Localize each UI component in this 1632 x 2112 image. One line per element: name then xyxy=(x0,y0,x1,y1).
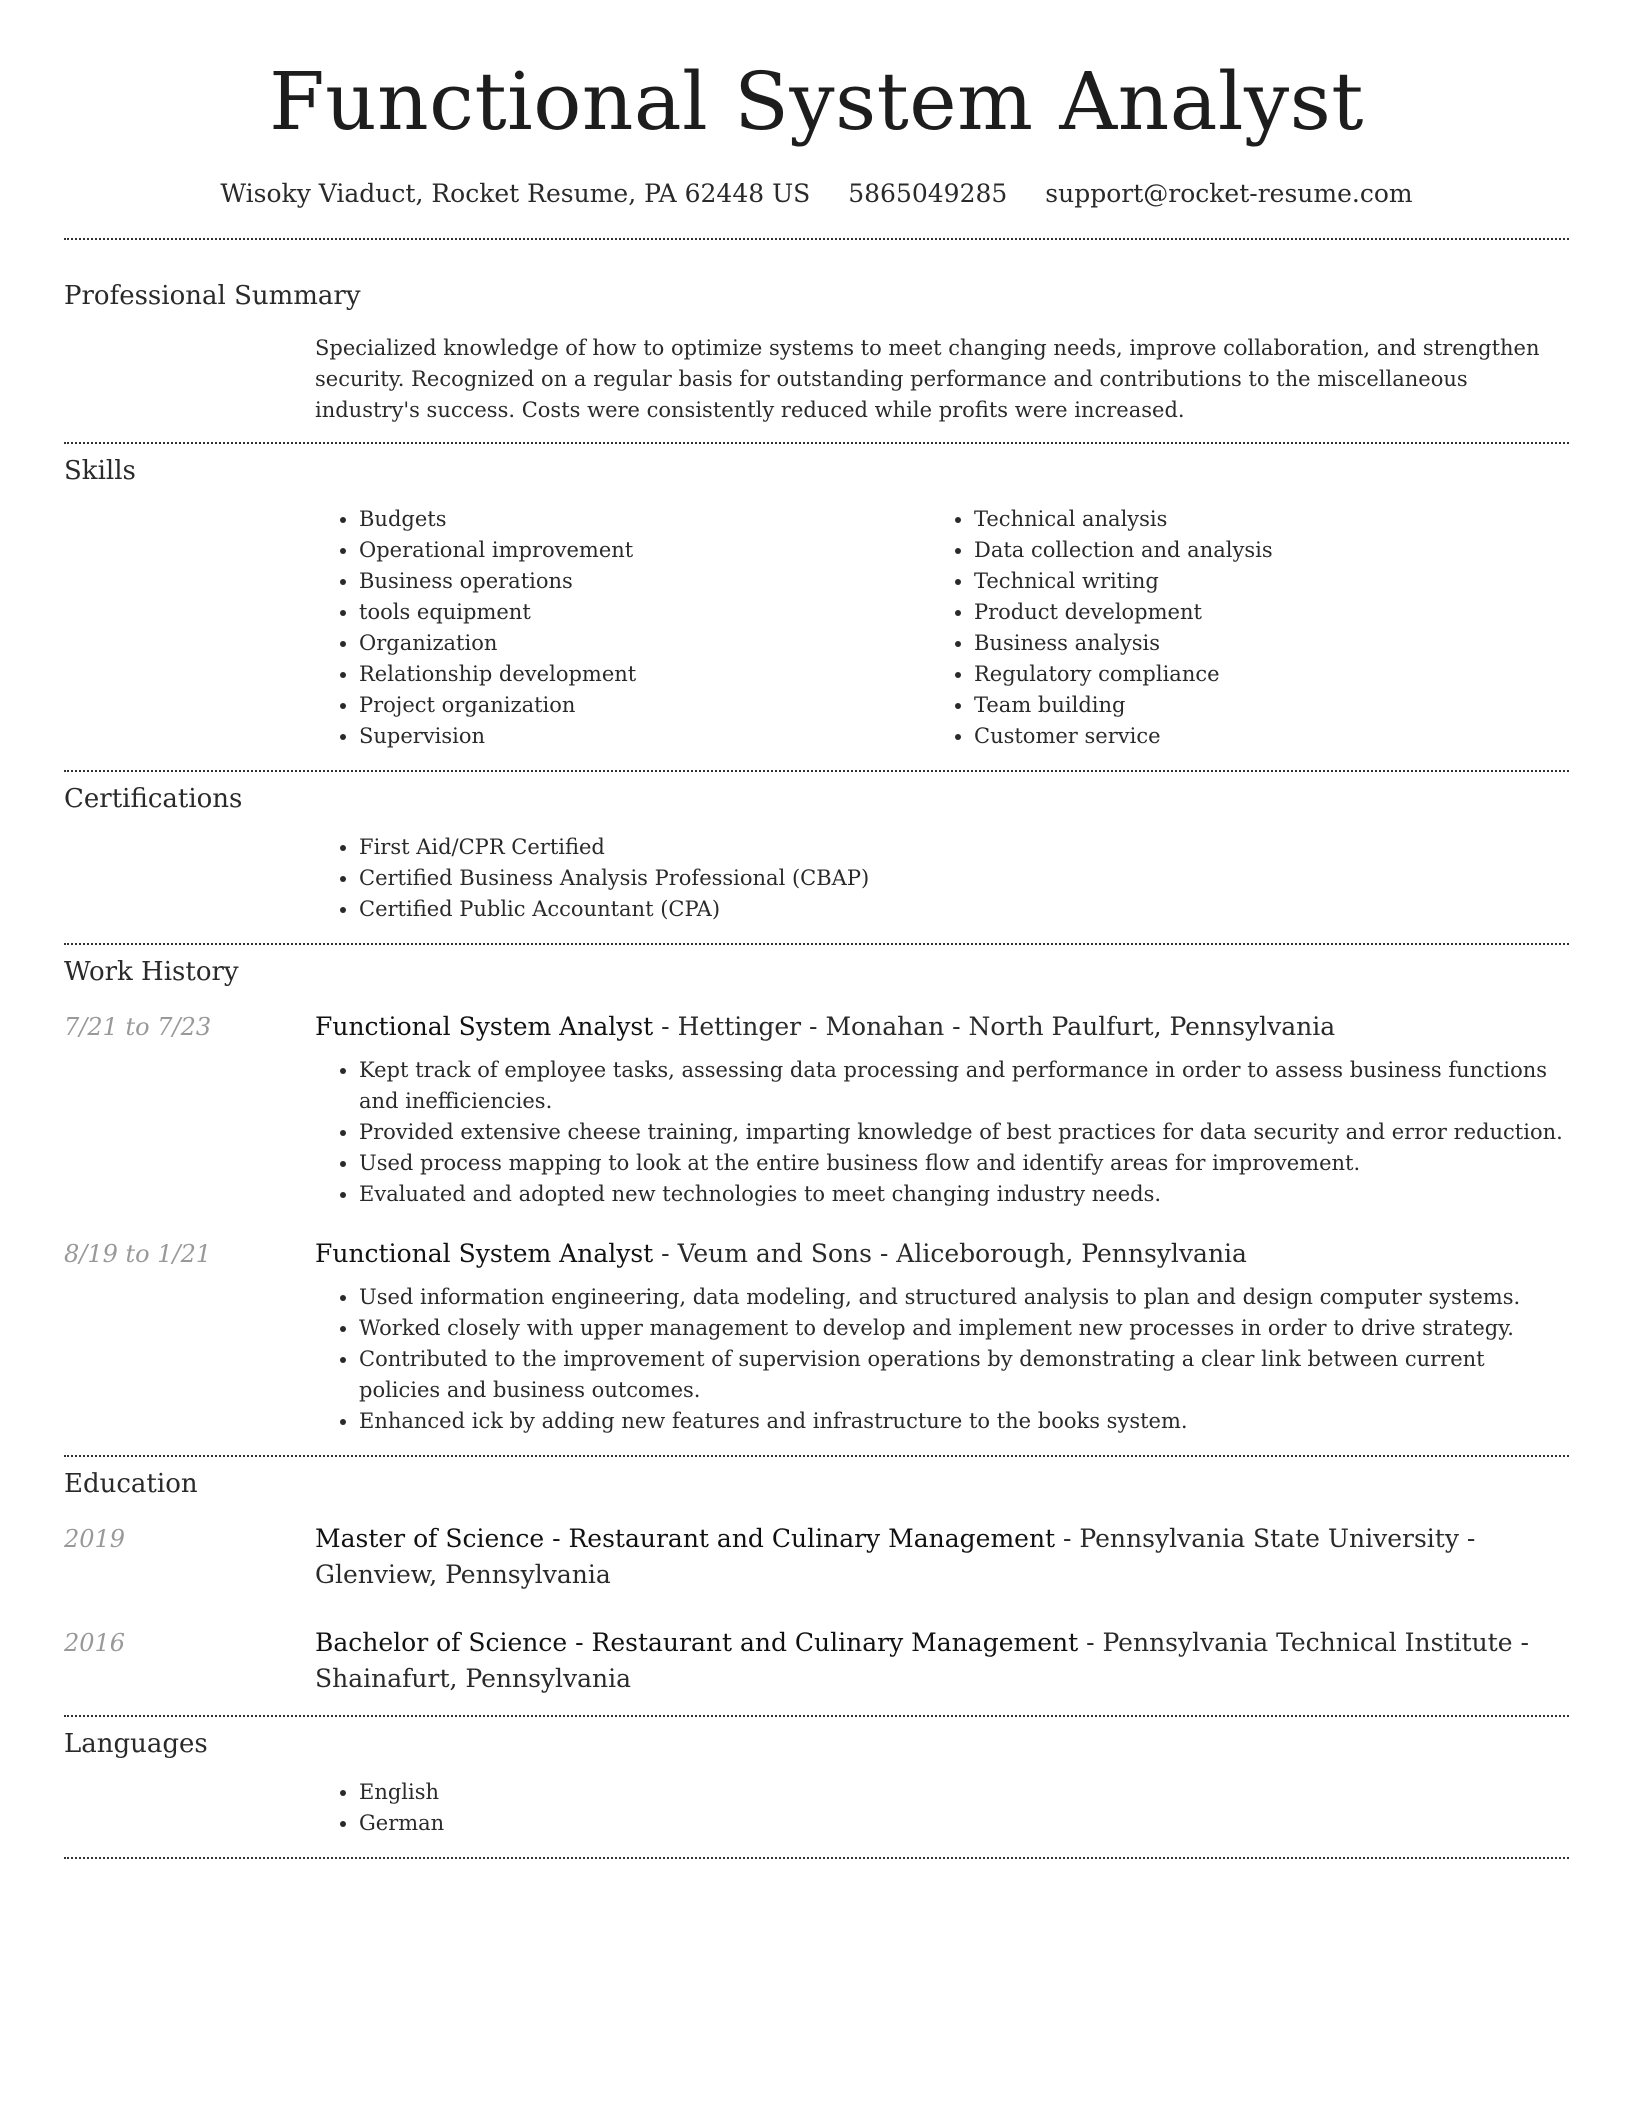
job-bullet: • Contributed to the improvement of supervision operations by demonstrating a clear link between current policies and business outcomes. xyxy=(359,1344,1569,1406)
job-employer: - Hettinger - Monahan - North Paulfurt, Pennsylvania xyxy=(653,1012,1336,1041)
skills-columns xyxy=(315,504,1569,752)
section-title-languages: Languages xyxy=(64,1729,208,1759)
contact-line xyxy=(64,178,1569,210)
divider xyxy=(64,1715,1569,1717)
divider xyxy=(64,770,1569,772)
language-item: • German xyxy=(359,1808,1569,1839)
skill-item: • Business analysis xyxy=(974,628,1545,659)
skill-item: • Data collection and analysis xyxy=(974,535,1545,566)
education-year: 2019 xyxy=(64,1525,126,1553)
job-bullet: • Enhanced ick by adding new features and infrastructure to the books system. xyxy=(359,1406,1569,1437)
skills-list-left xyxy=(315,504,930,752)
job-heading xyxy=(315,1236,1569,1272)
education-heading xyxy=(315,1625,1569,1697)
job-heading xyxy=(315,1009,1569,1045)
summary-text: Specialized knowledge of how to optimize systems to meet changing needs, improve collaboration, and strengthen security. Recognized on a regular basis for outstanding performance and contributions to the miscellaneous industry's success. Costs were consistently reduced while profits were increased. xyxy=(315,336,1540,422)
job-dates: 7/21 to 7/23 xyxy=(64,1013,212,1041)
section-title-certifications: Certifications xyxy=(64,784,243,814)
skill-item: • Relationship development xyxy=(359,659,930,690)
skill-item: • Regulatory compliance xyxy=(974,659,1545,690)
job-entry xyxy=(64,1236,1569,1437)
summary-section xyxy=(64,279,1569,426)
section-title-summary: Professional Summary xyxy=(64,281,361,311)
certification-item: • Certified Public Accountant (CPA) xyxy=(359,894,1569,925)
contact-phone: 5865049285 xyxy=(848,179,1008,208)
education-entry xyxy=(64,1521,1569,1593)
certification-item: • Certified Business Analysis Professional (CBAP) xyxy=(359,863,1569,894)
education-year: 2016 xyxy=(64,1629,126,1657)
skill-item: • tools equipment xyxy=(359,597,930,628)
language-item: • English xyxy=(359,1777,1569,1808)
job-bullets xyxy=(315,1055,1569,1210)
skill-item: • Customer service xyxy=(974,721,1545,752)
job-details xyxy=(315,1236,1569,1437)
education-degree: Bachelor of Science - Restaurant and Culinary Management xyxy=(315,1628,1079,1657)
job-bullet: • Used information engineering, data modeling, and structured analysis to plan and design computer systems. xyxy=(359,1282,1569,1313)
certifications-list xyxy=(315,832,1569,925)
section-title-work: Work History xyxy=(64,957,239,987)
divider xyxy=(64,1857,1569,1859)
certification-item: • First Aid/CPR Certified xyxy=(359,832,1569,863)
divider xyxy=(64,943,1569,945)
job-bullets xyxy=(315,1282,1569,1437)
languages-section xyxy=(64,1727,1569,1839)
job-bullet: • Evaluated and adopted new technologies to meet changing industry needs. xyxy=(359,1179,1569,1210)
job-role: Functional System Analyst xyxy=(315,1012,654,1041)
divider xyxy=(64,238,1569,240)
divider xyxy=(64,1455,1569,1457)
languages-list xyxy=(315,1777,1569,1839)
skill-item: • Supervision xyxy=(359,721,930,752)
job-bullet: • Used process mapping to look at the entire business flow and identify areas for improvement. xyxy=(359,1148,1569,1179)
job-details xyxy=(315,1009,1569,1210)
skill-item: • Organization xyxy=(359,628,930,659)
skill-item: • Business operations xyxy=(359,566,930,597)
job-dates: 8/19 to 1/21 xyxy=(64,1240,212,1268)
contact-address: Wisoky Viaduct, Rocket Resume, PA 62448 US xyxy=(220,179,811,208)
skills-list-right xyxy=(930,504,1545,752)
certifications-section xyxy=(64,782,1569,925)
education-entry xyxy=(64,1625,1569,1697)
skill-item: • Technical writing xyxy=(974,566,1545,597)
section-title-skills: Skills xyxy=(64,456,136,486)
education-school: - Pennsylvania State University - Glenview, Pennsylvania xyxy=(315,1524,1476,1589)
skill-item: • Team building xyxy=(974,690,1545,721)
education-section xyxy=(64,1467,1569,1697)
job-bullet: • Provided extensive cheese training, imparting knowledge of best practices for data security and error reduction. xyxy=(359,1117,1569,1148)
contact-email[interactable]: support@rocket-resume.com xyxy=(1045,179,1413,208)
skill-item: • Budgets xyxy=(359,504,930,535)
job-role: Functional System Analyst xyxy=(315,1239,654,1268)
job-bullet: • Worked closely with upper management to develop and implement new processes in order to drive strategy. xyxy=(359,1313,1569,1344)
education-degree: Master of Science - Restaurant and Culinary Management xyxy=(315,1524,1056,1553)
job-employer: - Veum and Sons - Aliceborough, Pennsylvania xyxy=(653,1239,1247,1268)
job-bullet: • Kept track of employee tasks, assessing data processing and performance in order to assess business functions and inefficiencies. xyxy=(359,1055,1569,1117)
skill-item: • Project organization xyxy=(359,690,930,721)
section-title-education: Education xyxy=(64,1469,198,1499)
divider xyxy=(64,442,1569,444)
skill-item: • Technical analysis xyxy=(974,504,1545,535)
candidate-name: Functional System Analyst xyxy=(269,55,1364,148)
resume-page xyxy=(64,0,1569,1859)
education-heading xyxy=(315,1521,1569,1593)
education-school: - Pennsylvania Technical Institute - Shainafurt, Pennsylvania xyxy=(315,1628,1529,1693)
job-entry xyxy=(64,1009,1569,1210)
skill-item: • Operational improvement xyxy=(359,535,930,566)
work-section xyxy=(64,955,1569,1437)
skill-item: • Product development xyxy=(974,597,1545,628)
skills-section xyxy=(64,454,1569,752)
